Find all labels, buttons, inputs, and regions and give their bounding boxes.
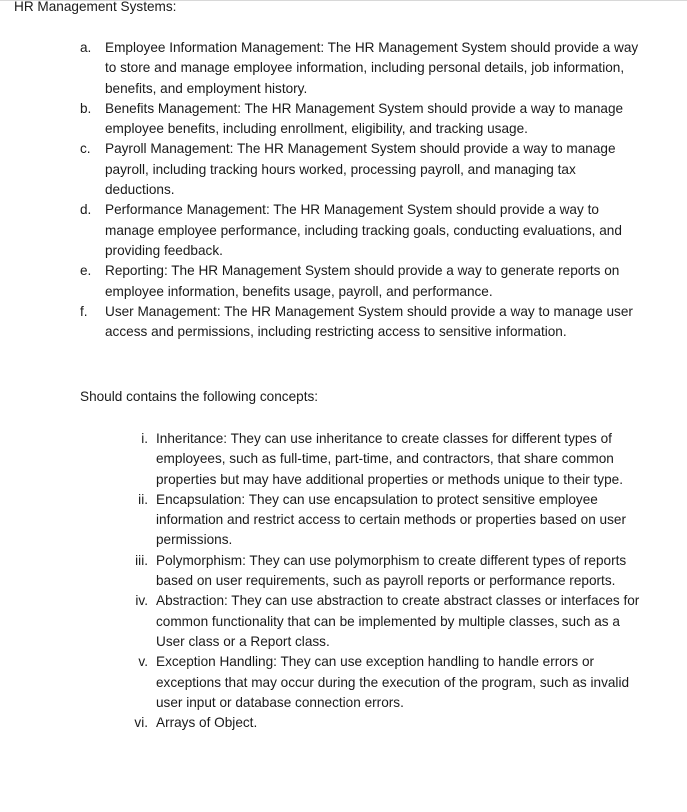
requirement-item [80,99,640,140]
concept-item [126,713,646,733]
list-marker: b. [80,100,92,116]
concepts-list [126,429,646,733]
requirement-text: Employee Information Management: The HR Management System should provide a way to store and manage employee information, including personal details, job information, benefits, and employment history. [105,40,639,96]
concept-text: Abstraction: They can use abstraction to create abstract classes or interfaces for common functionality that can be implemented by multiple classes, such as a User class or a Report class. [156,593,640,649]
concept-item [126,591,646,652]
list-marker: iv. [135,593,148,609]
concept-text: Encapsulation: They can use encapsulation to protect sensitive employee information and restrict access to certain methods or properties based on user permissions. [156,491,626,548]
concept-item [126,490,646,551]
requirement-text: Performance Management: The HR Management System should provide a way to manage employee performance, including tracking goals, conducting evaluations, and providing feedback. [105,202,622,258]
list-marker: f. [80,303,88,319]
requirement-item [80,302,640,343]
requirement-text: Benefits Management: The HR Management System should provide a way to manage employee benefits, including enrollment, eligibility, and tracking usage. [105,100,624,137]
requirement-text: Payroll Management: The HR Management System should provide a way to manage payroll, including tracking hours worked, processing payroll, and managing tax deductions. [105,141,616,198]
list-marker: vi. [134,715,148,731]
requirement-text: Reporting: The HR Management System should provide a way to generate reports on employee information, benefits usage, payroll, and performance. [105,263,620,299]
concept-text: Inheritance: They can use inheritance to create classes for different types of employees, such as full-time, part-time, and contractors, that share common properties but may have additional properties or methods unique to their type. [156,431,623,487]
requirement-text: User Management: The HR Management System should provide a way to manage user access and permissions, including restricting access to sensitive information. [105,303,633,340]
concepts-intro: Should contains the following concepts: [80,389,319,404]
requirement-item [80,261,640,302]
concept-item [126,551,646,592]
concept-item [126,652,646,713]
list-marker: i. [141,431,148,446]
list-marker: c. [80,141,91,157]
concept-text: Exception Handling: They can use exception handling to handle errors or exceptions that may occur during the execution of the program, such as invalid user input or database connection errors. [156,654,630,710]
requirement-item [80,38,640,99]
list-marker: v. [138,654,148,670]
section-heading: HR Management Systems: [14,0,177,14]
concept-text: Arrays of Object. [156,715,258,731]
concept-text: Polymorphism: They can use polymorphism to create different types of reports based on user requirements, such as payroll reports or performance reports. [156,552,627,589]
list-marker: d. [80,202,92,218]
requirement-item [80,139,640,200]
list-marker: iii. [135,552,148,568]
list-marker: e. [80,263,92,279]
concept-item [126,429,646,490]
list-marker: a. [80,40,92,55]
requirements-list [80,38,640,342]
requirement-item [80,200,640,261]
list-marker: ii. [138,491,148,507]
